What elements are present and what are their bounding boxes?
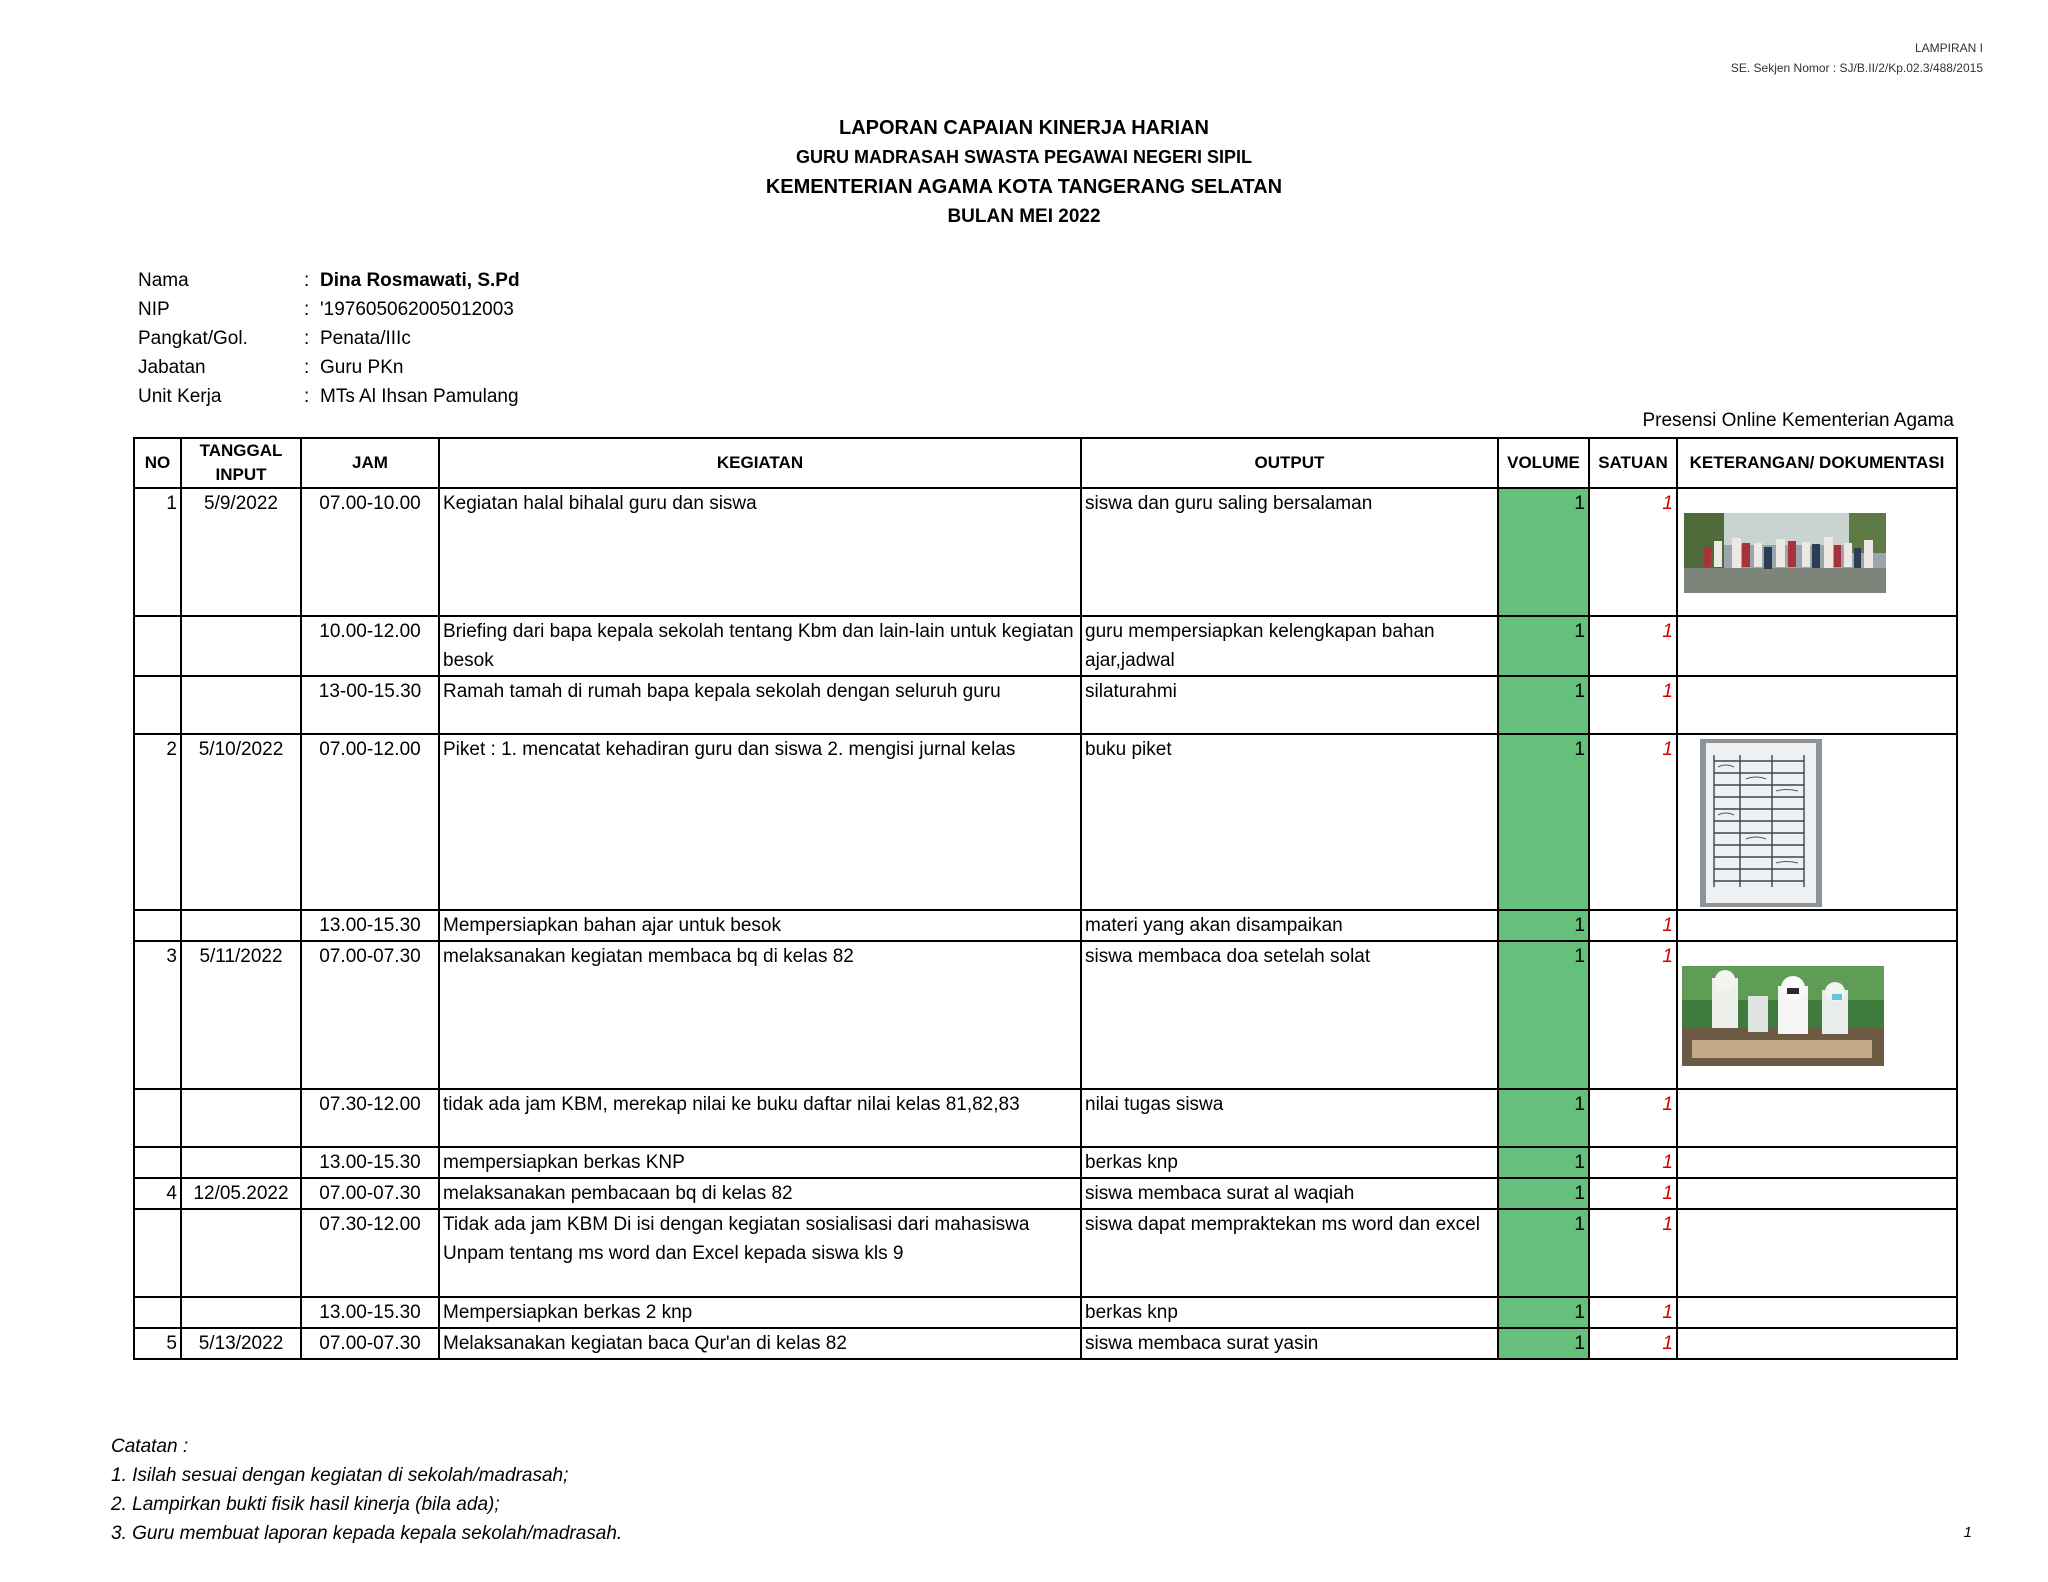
cell-output: materi yang akan disampaikan: [1081, 910, 1498, 941]
cell-jam: 13.00-15.30: [301, 1297, 439, 1328]
identity-label: Pangkat/Gol.: [138, 328, 248, 349]
cell-satuan: 1: [1589, 910, 1677, 941]
cell-volume: 1: [1498, 616, 1589, 676]
table-row: [134, 1328, 1957, 1359]
cell-no: [134, 1209, 181, 1297]
cell-no: 2: [134, 734, 181, 910]
header-volume: VOLUME: [1498, 438, 1589, 488]
identity-label: NIP: [138, 299, 170, 320]
identity-label: Unit Kerja: [138, 386, 222, 407]
cell-volume: 1: [1498, 910, 1589, 941]
identity-sep: :: [304, 299, 310, 320]
cell-output: siswa membaca surat al waqiah: [1081, 1178, 1498, 1209]
cell-jam: 07.00-07.30: [301, 1328, 439, 1359]
cell-jam: 13-00-15.30: [301, 676, 439, 734]
cell-tanggal: 5/9/2022: [181, 488, 301, 616]
identity-row-jabatan: [138, 353, 520, 382]
identity-sep: :: [304, 386, 310, 407]
identity-row-nama: [138, 266, 520, 295]
cell-dokumentasi: [1677, 1209, 1957, 1297]
lampiran-label: LAMPIRAN I: [1914, 41, 1983, 55]
cell-volume: 1: [1498, 488, 1589, 616]
lampiran-reference: [1731, 38, 1983, 78]
cell-dokumentasi: [1677, 1147, 1957, 1178]
cell-tanggal: [181, 910, 301, 941]
table-row: [134, 1297, 1957, 1328]
cell-no: 4: [134, 1178, 181, 1209]
cell-kegiatan: Piket : 1. mencatat kehadiran guru dan siswa 2. mengisi jurnal kelas: [439, 734, 1081, 910]
note-item: 2. Lampirkan bukti fisik hasil kinerja (bila ada);: [111, 1494, 500, 1515]
identity-row-nip: [138, 295, 520, 324]
cell-tanggal: [181, 1297, 301, 1328]
cell-dokumentasi: [1677, 1089, 1957, 1147]
cell-output: siswa dapat mempraktekan ms word dan excel: [1081, 1209, 1498, 1297]
cell-dokumentasi: [1677, 1328, 1957, 1359]
cell-kegiatan: Tidak ada jam KBM Di isi dengan kegiatan sosialisasi dari mahasiswa Unpam tentang ms word dan Excel kepada siswa kls 9: [439, 1209, 1081, 1297]
cell-kegiatan: Mempersiapkan berkas 2 knp: [439, 1297, 1081, 1328]
cell-no: [134, 616, 181, 676]
cell-tanggal: [181, 1147, 301, 1178]
cell-jam: 13.00-15.30: [301, 910, 439, 941]
cell-satuan: 1: [1589, 941, 1677, 1089]
classroom-photo: [1682, 966, 1953, 1066]
table-row: [134, 910, 1957, 941]
table-row: [134, 941, 1957, 1089]
cell-kegiatan: melaksanakan kegiatan membaca bq di kelas 82: [439, 941, 1081, 1089]
cell-kegiatan: Melaksanakan kegiatan baca Qur'an di kelas 82: [439, 1328, 1081, 1359]
header-no: NO: [134, 438, 181, 488]
report-month: BULAN MEI 2022: [947, 206, 1101, 227]
cell-kegiatan: melaksanakan pembacaan bq di kelas 82: [439, 1178, 1081, 1209]
header-keterangan: KETERANGAN/ DOKUMENTASI: [1677, 438, 1957, 488]
header-tanggal: TANGGAL INPUT: [181, 438, 301, 488]
cell-jam: 07.00-07.30: [301, 1178, 439, 1209]
notes-block: [111, 1432, 622, 1548]
cell-dokumentasi: [1677, 676, 1957, 734]
cell-no: [134, 1297, 181, 1328]
cell-satuan: 1: [1589, 1147, 1677, 1178]
table-row: [134, 676, 1957, 734]
cell-tanggal: 5/10/2022: [181, 734, 301, 910]
page-number: 1: [1963, 1524, 1972, 1541]
table-row: [134, 1089, 1957, 1147]
cell-kegiatan: Mempersiapkan bahan ajar untuk besok: [439, 910, 1081, 941]
cell-kegiatan: Ramah tamah di rumah bapa kepala sekolah dengan seluruh guru: [439, 676, 1081, 734]
identity-block: [138, 266, 520, 411]
identity-sep: :: [304, 328, 310, 349]
cell-tanggal: [181, 676, 301, 734]
cell-dokumentasi: [1677, 941, 1957, 1089]
cell-dokumentasi: [1677, 910, 1957, 941]
identity-sep: :: [304, 357, 310, 378]
cell-jam: 07.30-12.00: [301, 1209, 439, 1297]
report-subtitle: GURU MADRASAH SWASTA PEGAWAI NEGERI SIPIL: [795, 147, 1253, 167]
cell-volume: 1: [1498, 1297, 1589, 1328]
identity-value: '197605062005012003: [320, 299, 514, 320]
cell-volume: 1: [1498, 676, 1589, 734]
cell-volume: 1: [1498, 941, 1589, 1089]
cell-satuan: 1: [1589, 1297, 1677, 1328]
cell-satuan: 1: [1589, 1178, 1677, 1209]
cell-satuan: 1: [1589, 734, 1677, 910]
cell-satuan: 1: [1589, 1209, 1677, 1297]
identity-value: Guru PKn: [320, 357, 404, 378]
cell-no: 1: [134, 488, 181, 616]
cell-no: 3: [134, 941, 181, 1089]
table-row: [134, 1178, 1957, 1209]
cell-satuan: 1: [1589, 616, 1677, 676]
table-header-row: [134, 438, 1957, 488]
table-row: [134, 488, 1957, 616]
table-row: [134, 616, 1957, 676]
cell-no: [134, 1089, 181, 1147]
cell-no: [134, 676, 181, 734]
cell-jam: 07.00-07.30: [301, 941, 439, 1089]
cell-kegiatan: tidak ada jam KBM, merekap nilai ke buku daftar nilai kelas 81,82,83: [439, 1089, 1081, 1147]
cell-satuan: 1: [1589, 676, 1677, 734]
cell-volume: 1: [1498, 1328, 1589, 1359]
cell-tanggal: [181, 616, 301, 676]
presensi-label: Presensi Online Kementerian Agama: [1642, 410, 1954, 431]
report-title-block: [0, 114, 2048, 232]
identity-value: Dina Rosmawati, S.Pd: [320, 270, 520, 291]
cell-output: buku piket: [1081, 734, 1498, 910]
cell-no: 5: [134, 1328, 181, 1359]
report-title: LAPORAN CAPAIAN KINERJA HARIAN: [838, 117, 1209, 139]
table-row: [134, 734, 1957, 910]
report-ministry: KEMENTERIAN AGAMA KOTA TANGERANG SELATAN: [765, 176, 1283, 198]
cell-volume: 1: [1498, 1089, 1589, 1147]
cell-dokumentasi: [1677, 488, 1957, 616]
note-item: 3. Guru membuat laporan kepada kepala sekolah/madrasah.: [111, 1523, 623, 1544]
cell-tanggal: [181, 1209, 301, 1297]
header-output: OUTPUT: [1081, 438, 1498, 488]
cell-dokumentasi: [1677, 616, 1957, 676]
cell-kegiatan: mempersiapkan berkas KNP: [439, 1147, 1081, 1178]
se-number: SE. Sekjen Nomor : SJ/B.II/2/Kp.02.3/488/2015: [1730, 61, 1983, 75]
cell-output: berkas knp: [1081, 1297, 1498, 1328]
cell-tanggal: 12/05.2022: [181, 1178, 301, 1209]
cell-output: silaturahmi: [1081, 676, 1498, 734]
identity-value: MTs Al Ihsan Pamulang: [320, 386, 519, 407]
cell-dokumentasi: [1677, 1297, 1957, 1328]
cell-output: nilai tugas siswa: [1081, 1089, 1498, 1147]
cell-kegiatan: Briefing dari bapa kepala sekolah tentang Kbm dan lain-lain untuk kegiatan besok: [439, 616, 1081, 676]
header-satuan: SATUAN: [1589, 438, 1677, 488]
cell-jam: 07.00-10.00: [301, 488, 439, 616]
cell-output: guru mempersiapkan kelengkapan bahan ajar,jadwal: [1081, 616, 1498, 676]
identity-label: Jabatan: [138, 357, 206, 378]
cell-tanggal: 5/13/2022: [181, 1328, 301, 1359]
table-row: [134, 1147, 1957, 1178]
cell-jam: 10.00-12.00: [301, 616, 439, 676]
cell-output: siswa membaca surat yasin: [1081, 1328, 1498, 1359]
document-photo: [1700, 739, 1953, 907]
identity-sep: :: [304, 270, 310, 291]
cell-output: siswa dan guru saling bersalaman: [1081, 488, 1498, 616]
cell-jam: 13.00-15.30: [301, 1147, 439, 1178]
crowd-photo: [1684, 513, 1953, 593]
identity-row-pangkat: [138, 324, 520, 353]
table-row: [134, 1209, 1957, 1297]
cell-dokumentasi: [1677, 1178, 1957, 1209]
cell-volume: 1: [1498, 1209, 1589, 1297]
identity-label: Nama: [138, 270, 189, 291]
cell-satuan: 1: [1589, 488, 1677, 616]
cell-jam: 07.00-12.00: [301, 734, 439, 910]
note-item: 1. Isilah sesuai dengan kegiatan di sekolah/madrasah;: [111, 1465, 569, 1486]
activity-table: [133, 437, 1958, 1360]
cell-volume: 1: [1498, 1178, 1589, 1209]
cell-satuan: 1: [1589, 1089, 1677, 1147]
header-kegiatan: KEGIATAN: [439, 438, 1081, 488]
cell-tanggal: 5/11/2022: [181, 941, 301, 1089]
cell-output: siswa membaca doa setelah solat: [1081, 941, 1498, 1089]
cell-jam: 07.30-12.00: [301, 1089, 439, 1147]
notes-title: Catatan :: [111, 1436, 189, 1457]
cell-volume: 1: [1498, 734, 1589, 910]
cell-tanggal: [181, 1089, 301, 1147]
cell-output: berkas knp: [1081, 1147, 1498, 1178]
header-jam: JAM: [301, 438, 439, 488]
cell-kegiatan: Kegiatan halal bihalal guru dan siswa: [439, 488, 1081, 616]
cell-dokumentasi: [1677, 734, 1957, 910]
identity-row-unit-kerja: [138, 382, 520, 411]
cell-satuan: 1: [1589, 1328, 1677, 1359]
cell-no: [134, 1147, 181, 1178]
cell-volume: 1: [1498, 1147, 1589, 1178]
cell-no: [134, 910, 181, 941]
identity-value: Penata/IIIc: [320, 328, 411, 349]
